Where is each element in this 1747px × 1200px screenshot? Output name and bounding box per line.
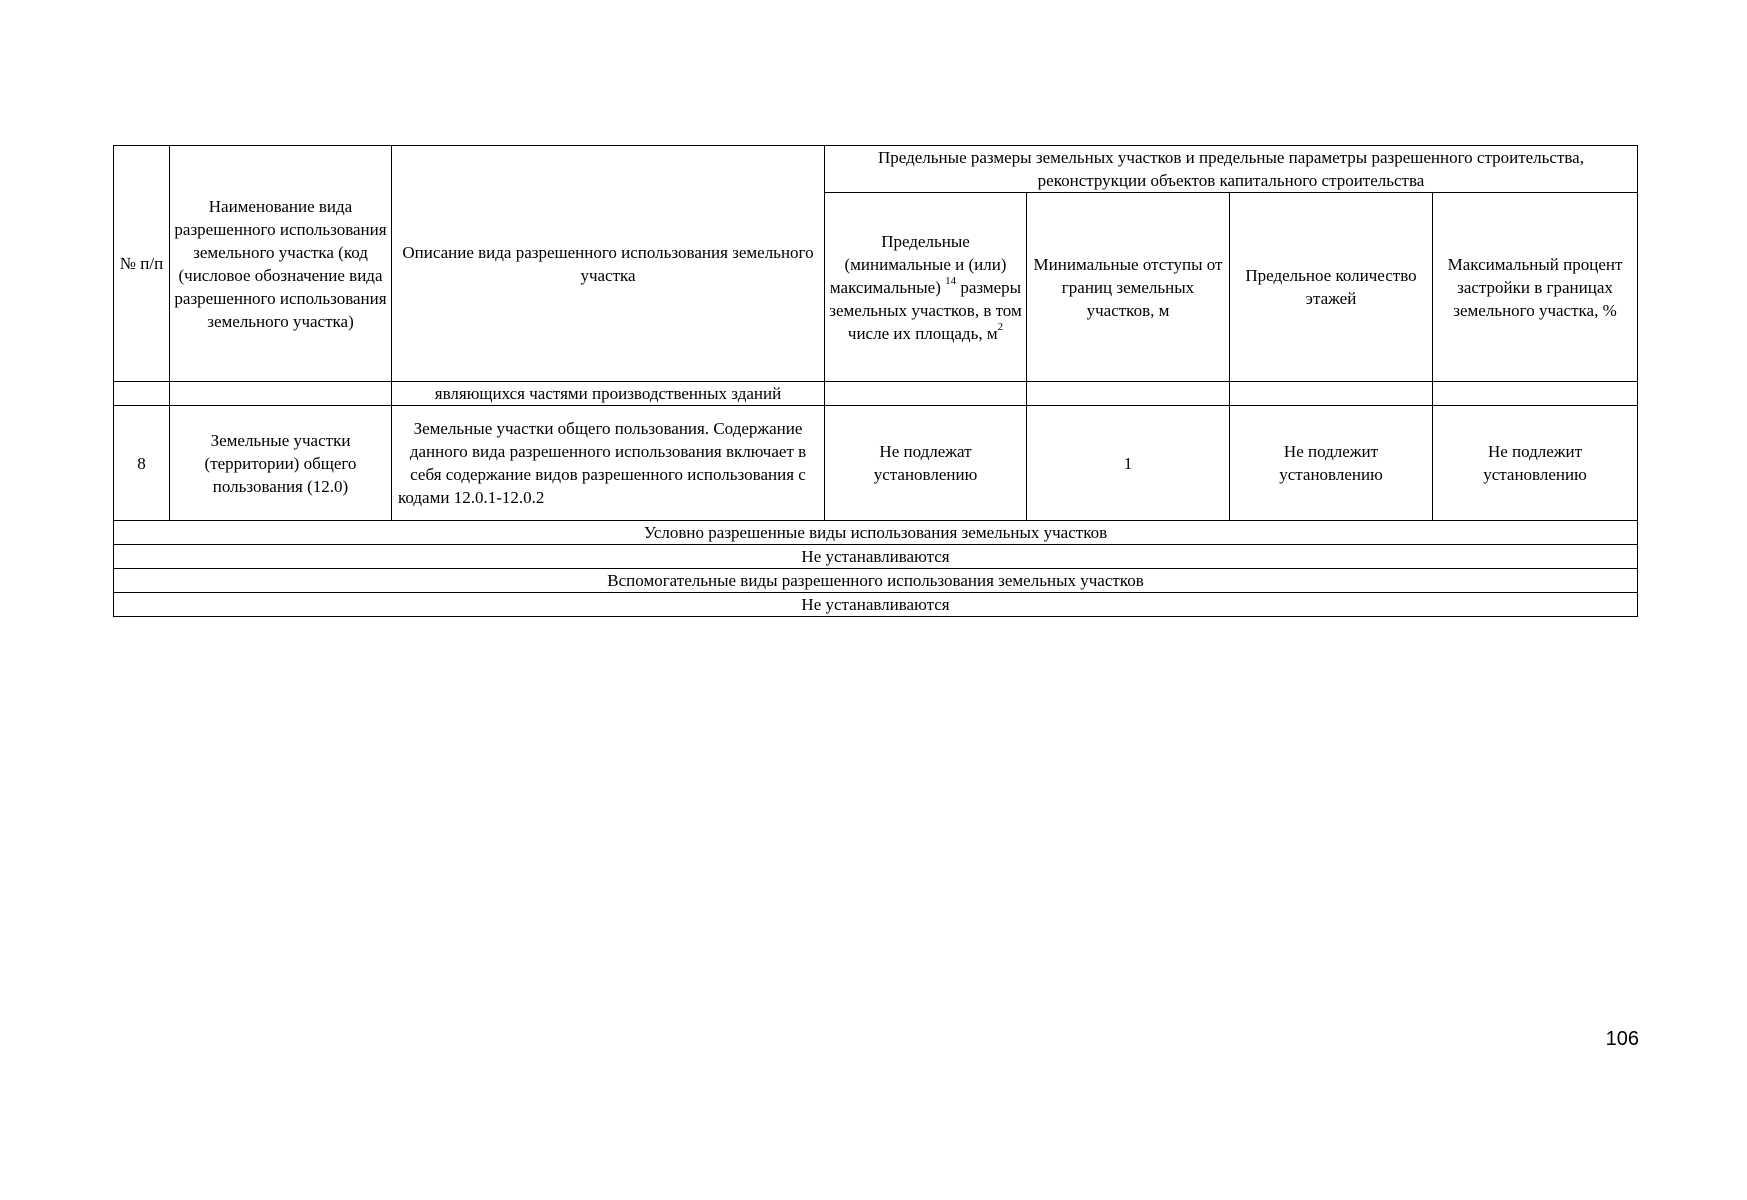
section-row-auxiliary [114, 569, 1638, 593]
section-row-conditional-value [114, 545, 1638, 569]
header-size-rest: размеры земельных участков, в том числе их площадь, м [829, 277, 1022, 343]
header-coverage: Максимальный процент застройки в границах земельного участка, % [1433, 193, 1638, 382]
header-size-main: Предельные (минимальные и (или) максимальные) [829, 231, 1007, 297]
row-coverage: Не подлежит установлению [1433, 406, 1638, 521]
row-num: 8 [114, 406, 170, 521]
table-row [114, 406, 1638, 521]
cont-setback-cell [1027, 382, 1230, 406]
section-conditional-title: Условно разрешенные виды использования земельных участков [114, 521, 1638, 545]
cont-coverage-cell [1433, 382, 1638, 406]
row-floors: Не подлежит установлению [1230, 406, 1433, 521]
cont-size-cell [825, 382, 1027, 406]
header-floors: Предельное количество этажей [1230, 193, 1433, 382]
header-group: Предельные размеры земельных участков и предельные параметры разрешенного строительства, реконструкции объектов капитального строительства [825, 146, 1638, 193]
row-size: Не подлежат установлению [825, 406, 1027, 521]
regulations-table [113, 145, 1638, 617]
cont-name-cell [170, 382, 392, 406]
continuation-row [114, 382, 1638, 406]
header-size-footnote: 14 [945, 274, 957, 287]
cont-description-cell: являющихся частями производственных зданий [392, 382, 825, 406]
header-size-unit-power: 2 [997, 320, 1004, 333]
section-row-auxiliary-value [114, 593, 1638, 617]
row-setback: 1 [1027, 406, 1230, 521]
section-auxiliary-value: Не устанавливаются [114, 593, 1638, 617]
header-description: Описание вида разрешенного использования земельного участка [392, 146, 825, 382]
header-name: Наименование вида разрешенного использования земельного участка (код (числовое обозначение вида разрешенного использования земельного участка) [170, 146, 392, 382]
page-number: 106 [1605, 1028, 1639, 1050]
header-row-1 [114, 146, 1638, 193]
cont-floors-cell [1230, 382, 1433, 406]
row-description: Земельные участки общего пользования. Содержание данного вида разрешенного использования включает в себя содержание видов разрешенного использования с кодами 12.0.1-12.0.2 [392, 406, 825, 521]
section-conditional-value: Не устанавливаются [114, 545, 1638, 569]
row-name: Земельные участки (территории) общего пользования (12.0) [170, 406, 392, 521]
section-auxiliary-title: Вспомогательные виды разрешенного использования земельных участков [114, 569, 1638, 593]
section-row-conditional [114, 521, 1638, 545]
header-num: № п/п [114, 146, 170, 382]
header-size [825, 193, 1027, 382]
cont-num-cell [114, 382, 170, 406]
header-setback: Минимальные отступы от границ земельных участков, м [1027, 193, 1230, 382]
